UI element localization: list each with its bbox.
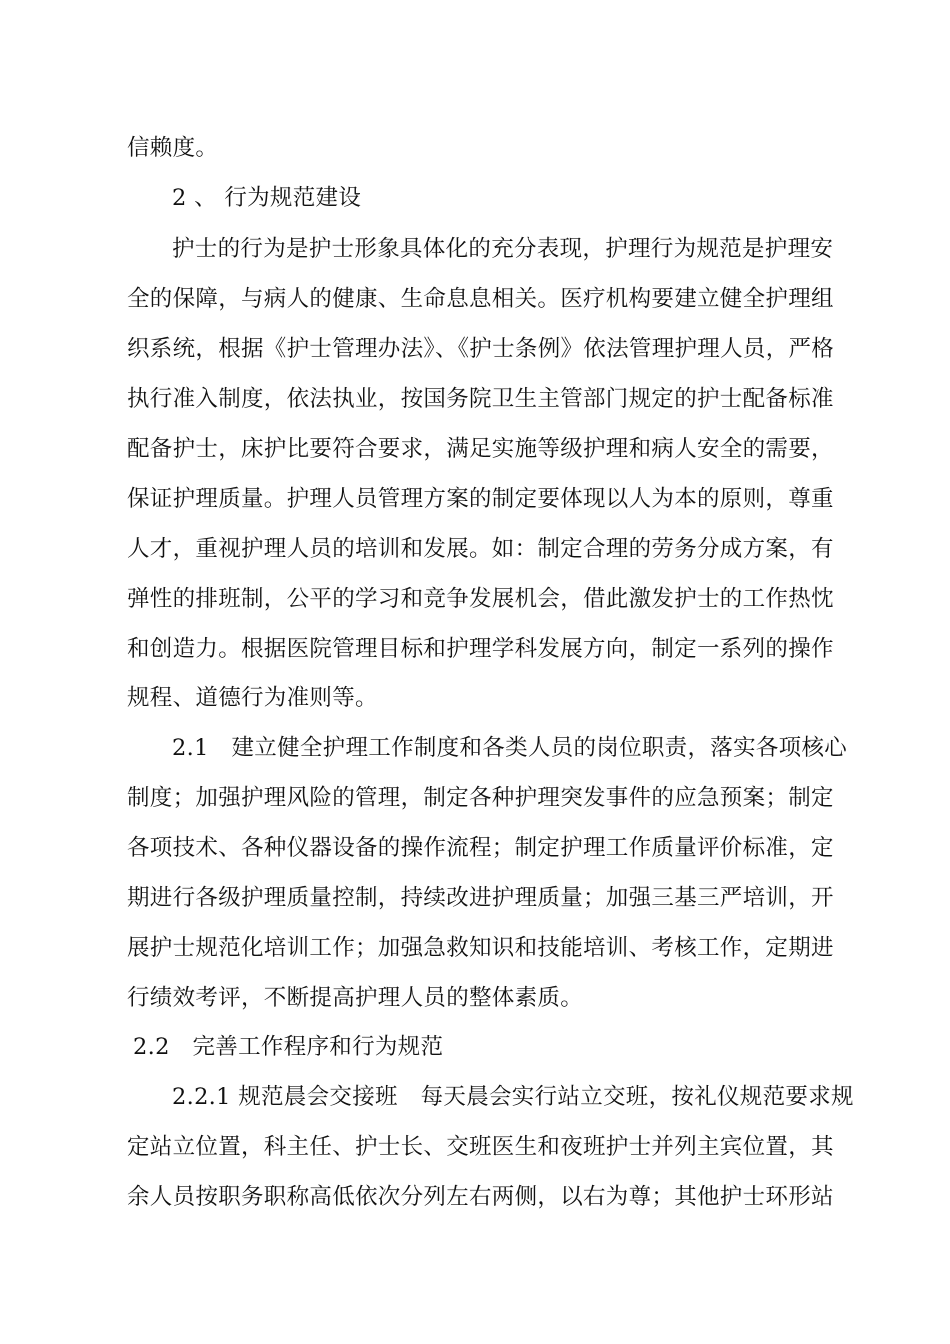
text-line: 行绩效考评，不断提高护理人员的整体素质。: [127, 985, 584, 1011]
text-line: 期进行各级护理质量控制，持续改进护理质量；加强三基三严培训，开: [127, 885, 834, 911]
text-line: 保证护理质量。护理人员管理方案的制定要体现以人为本的原则，尊重: [127, 486, 834, 512]
section-heading: 2 、 行为规范建设: [172, 185, 362, 211]
text-line: 展护士规范化培训工作；加强急救知识和技能培训、考核工作，定期进: [127, 935, 834, 961]
text-line: 人才，重视护理人员的培训和发展。如：制定合理的劳务分成方案，有: [127, 536, 834, 562]
text-line: 信赖度。: [127, 135, 219, 161]
text-line: 制度；加强护理风险的管理，制定各种护理突发事件的应急预案；制定: [127, 785, 834, 811]
text-line: 执行准入制度，依法执业，按国务院卫生主管部门规定的护士配备标准: [127, 386, 834, 412]
text-line: 护士的行为是护士形象具体化的充分表现，护理行为规范是护理安: [172, 236, 834, 262]
text-line: 全的保障，与病人的健康、生命息息相关。医疗机构要建立健全护理组: [127, 286, 834, 312]
text-line: 各项技术、各种仪器设备的操作流程；制定护理工作质量评价标准，定: [127, 835, 834, 861]
text-line: 余人员按职务职称高低依次分列左右两侧，以右为尊；其他护士环形站: [127, 1184, 834, 1210]
text-line: 织系统，根据《护士管理办法》、《护士条例》依法管理护理人员，严格: [127, 336, 835, 362]
text-line: 弹性的排班制，公平的学习和竞争发展机会，借此激发护士的工作热忱: [127, 586, 834, 612]
text-line: 规程、道德行为准则等。: [127, 685, 378, 711]
text-line: 和创造力。根据医院管理目标和护理学科发展方向，制定一系列的操作: [127, 636, 834, 662]
text-line: 定站立位置，科主任、护士长、交班医生和夜班护士并列主宾位置，其: [127, 1134, 834, 1160]
text-line: 配备护士，床护比要符合要求，满足实施等级护理和病人安全的需要，: [127, 436, 834, 462]
text-line: 2.2.1 规范晨会交接班 每天晨会实行站立交班，按礼仪规范要求规: [172, 1084, 854, 1110]
section-heading: 2.2 完善工作程序和行为规范: [133, 1034, 444, 1060]
text-line: 2.1 建立健全护理工作制度和各类人员的岗位职责，落实各项核心: [172, 735, 848, 761]
